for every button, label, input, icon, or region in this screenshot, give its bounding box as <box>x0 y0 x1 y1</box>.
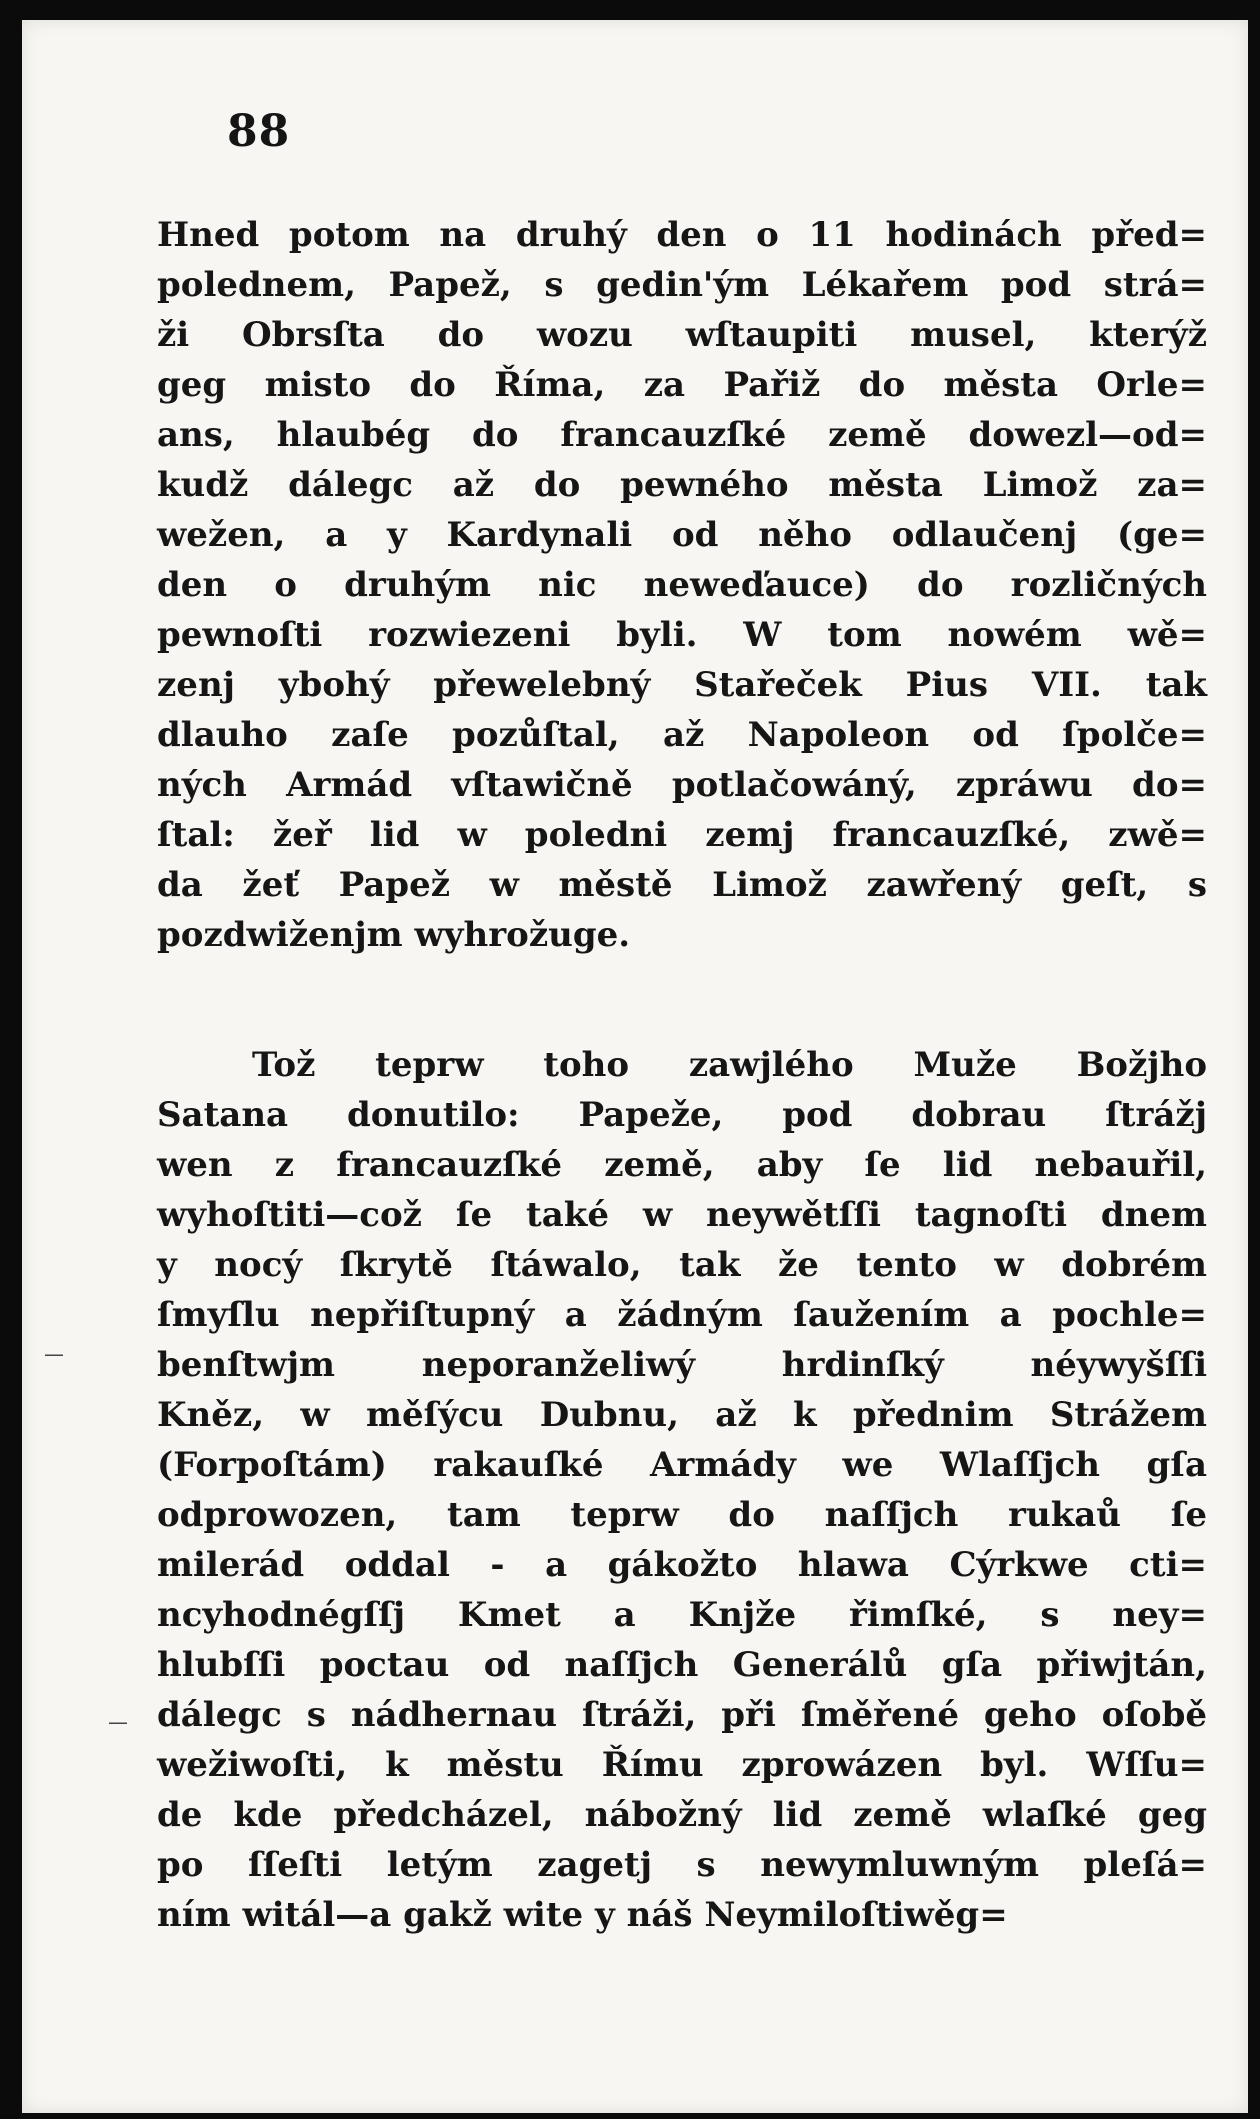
text-line: Tož teprw toho zawjlého Muže Božjho <box>252 1045 1207 1085</box>
text-line: dlauho zaſe pozůſtal, až Napoleon od ſpolče= <box>157 715 1207 755</box>
text-line: polednem, Papež, s gedin'ým Lékařem pod strá= <box>157 265 1207 305</box>
text-line: ži Obrsſta do wozu wſtaupiti musel, kterýž <box>157 315 1207 355</box>
margin-dash-mark: — <box>44 1342 64 1366</box>
text-line: (Forpoſtám) rakauſké Armády we Wlaſſjch gſa <box>157 1445 1207 1485</box>
paragraph-2 <box>157 1040 1207 1940</box>
text-line: odprowozen, tam teprw do naſſjch rukaů ſe <box>157 1495 1207 1535</box>
text-line: pozdwiženjm wyhrožuge. <box>157 915 631 955</box>
text-line: wežiwoſti, k městu Římu zprowázen byl. Wſſu= <box>157 1745 1207 1785</box>
text-line: ſtal: žeř lid w poledni zemj francauzſké, zwě= <box>157 815 1207 855</box>
text-line: ſmyſlu nepřiſtupný a žádným ſaužením a pochle= <box>157 1295 1207 1335</box>
margin-dash-mark: — <box>108 1710 128 1734</box>
text-line: ans, hlaubég do francauzſké země dowezl—od= <box>157 415 1207 455</box>
text-line: pewnoſti rozwiezeni byli. W tom nowém wě= <box>157 615 1207 655</box>
text-line: ncyhodnégſſj Kmet a Knjže řimſké, s ney= <box>157 1595 1207 1635</box>
text-line: milerád oddal - a gákožto hlawa Cýrkwe cti= <box>157 1545 1207 1585</box>
page-number: 88 <box>227 106 291 157</box>
text-line: wen z francauzſké země, aby ſe lid nebauřil, <box>157 1145 1207 1185</box>
text-line: ním witál—a gakž wite y náš Neymiloſtiwěg= <box>157 1895 1008 1935</box>
text-line: y nocý ſkrytě ſtáwalo, tak že tento w dobrém <box>157 1245 1207 1285</box>
text-line: wežen, a y Kardynali od něho odlaučenj (ge= <box>157 515 1207 555</box>
text-line: den o druhým nic neweďauce) do rozličných <box>157 565 1207 605</box>
text-line: geg misto do Říma, za Pařiž do města Orle= <box>157 365 1207 405</box>
text-line: po ſſeſti letým zagetj s newymluwným pleſá= <box>157 1845 1207 1885</box>
text-line: Satana donutilo: Papeže, pod dobrau ſtrážj <box>157 1095 1207 1135</box>
text-line: benſtwjm neporanželiwý hrdinſký néywyšſſi <box>157 1345 1207 1385</box>
text-line: ných Armád vſtawičně potlačowáný, zpráwu do= <box>157 765 1207 805</box>
text-line: kudž dálegc až do pewného města Limož za= <box>157 465 1207 505</box>
paragraph-1 <box>157 210 1207 960</box>
text-line: wyhoſtiti—což ſe také w neywětſſi tagnoſti dnem <box>157 1195 1207 1235</box>
text-line: de kde předcházel, nábožný lid země wlaſké geg <box>157 1795 1207 1835</box>
text-line: dálegc s nádhernau ſtráži, při ſměřené geho oſobě <box>157 1695 1207 1735</box>
text-line: Hned potom na druhý den o 11 hodinách před= <box>157 215 1207 255</box>
book-page <box>22 20 1248 2113</box>
text-line: Kněz, w měſýcu Dubnu, až k přednim Strážem <box>157 1395 1207 1435</box>
text-line: zenj ybohý přewelebný Stařeček Pius VII. tak <box>157 665 1207 705</box>
text-line: da žeť Papež w městě Limož zawřený geſt, s <box>157 865 1207 905</box>
text-line: hlubſſi poctau od naſſjch Generálů gſa přiwjtán, <box>157 1645 1207 1685</box>
